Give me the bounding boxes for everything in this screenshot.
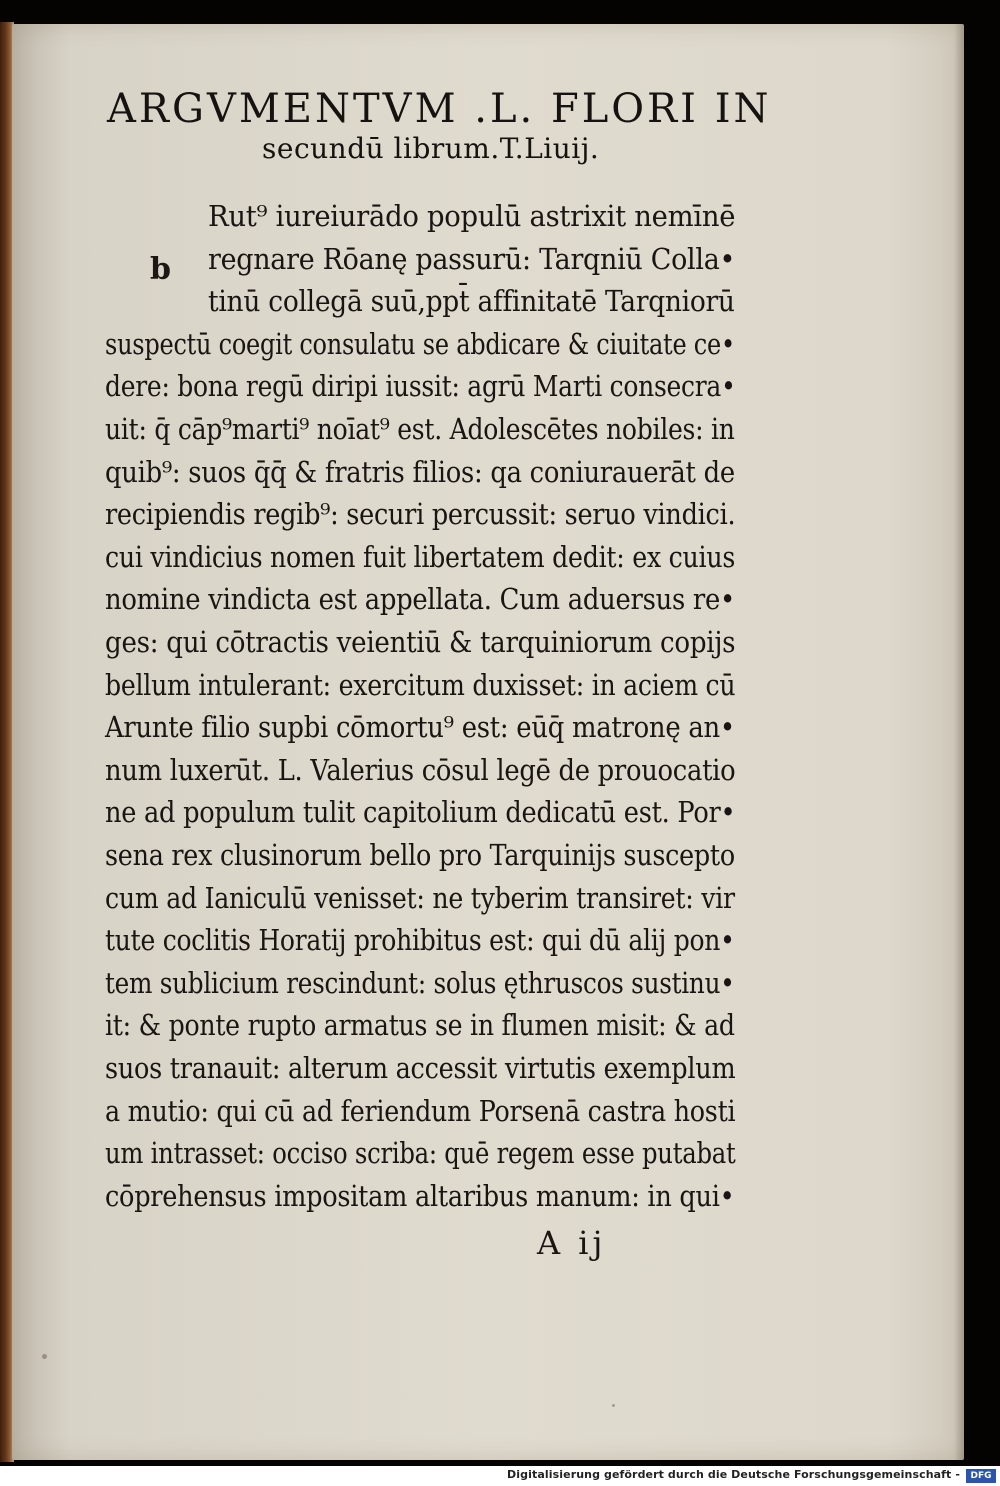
text-line: cōprehensus impositam altaribus manum: in qui• (105, 1178, 735, 1213)
paper-speck (612, 1404, 615, 1407)
text-line: a mutio: qui cū ad feriendum Porsenā castra hosti (105, 1093, 736, 1128)
body-text (12, 24, 964, 1460)
footer-bar (0, 1466, 1000, 1486)
text-line: suspectū coegit consulatu se abdicare & ciuitate ce• (105, 326, 735, 361)
heading-line-1: ARGVMENTVM .L. FLORI IN (107, 86, 772, 132)
text-line: bellum intulerant: exercitum duxisset: in aciem cū (105, 667, 736, 702)
text-line: ges: qui cōtractis veientiū & tarquiniorum copijs (105, 625, 736, 659)
text-line: uit: q̄ cāp⁹marti⁹ noīat⁹ est. Adolescētes nobiles: in (105, 412, 735, 446)
text-line: quib⁹: suos q̄q̄ & fratris filios: qa coniurauerāt de (105, 454, 735, 489)
text-line: regnare Rōanę passurū: Tarqniū Colla• (208, 241, 736, 276)
text-line: dere: bona regū diripi iussit: agrū Marti consecra• (105, 369, 736, 404)
book-page (12, 24, 964, 1460)
text-line: tute coclitis Horatij prohibitus est: qui dū alij pon• (105, 923, 735, 958)
text-line: cum ad Ianiculū venisset: ne tyberim transiret: vir (105, 880, 735, 915)
text-line: recipiendis regib⁹: securi percussit: seruo vindici. (105, 497, 736, 532)
text-line: um intrasset: occiso scriba: quē regem esse putabat (105, 1136, 736, 1171)
text-line: sena rex clusinorum bello pro Tarquinijs suscepto (105, 838, 735, 872)
text-line: tinū collegā suū,ppt̄ affinitatē Tarqniorū (208, 284, 735, 319)
dfg-logo-icon: DFG (966, 1469, 996, 1483)
paper-speck (42, 1354, 47, 1359)
text-line: suos tranauit: alterum accessit virtutis exemplum (105, 1051, 736, 1085)
text-line: Rut⁹ iureiurādo populū astrixit nemīnē (208, 199, 736, 233)
text-line: cui vindicius nomen fuit libertatem dedit: ex cuius (105, 539, 736, 574)
heading-line-2: secundū librum.T.Liuij. (262, 132, 600, 165)
text-line: tem sublicium rescindunt: solus ęthruscos sustinu• (105, 965, 735, 1000)
text-line: ne ad populum tulit capitolium dedicatū est. Por• (105, 795, 736, 830)
signature-mark: A ij (537, 1224, 607, 1262)
text-line: nomine vindicta est appellata. Cum aduersus re• (105, 582, 736, 617)
funding-notice: Digitalisierung gefördert durch die Deutsche Forschungsgemeinschaft - (507, 1468, 960, 1481)
text-line: it: & ponte rupto armatus se in flumen misit: & ad (105, 1008, 735, 1043)
guide-letter: b (150, 252, 171, 287)
text-line: num luxerūt. L. Valerius cōsul legē de prouocatio (105, 752, 736, 787)
text-line: Arunte filio supbi cōmortu⁹ est: eūq̄ matronę an• (105, 710, 735, 745)
